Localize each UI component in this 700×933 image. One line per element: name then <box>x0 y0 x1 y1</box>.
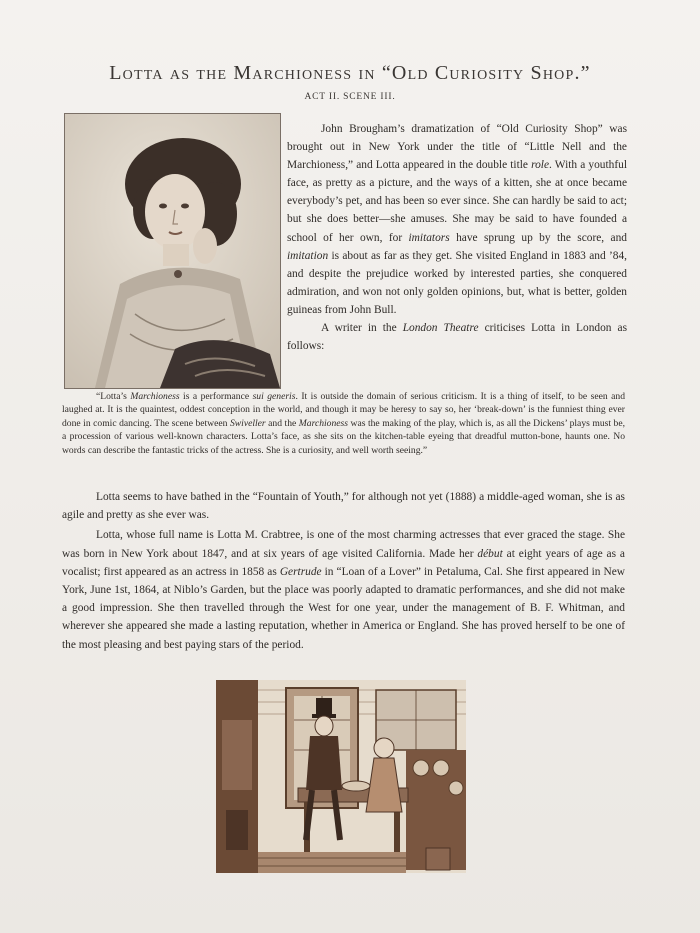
body-paragraph-2 <box>62 526 625 653</box>
quote-text-a: “Lotta’s <box>96 391 131 402</box>
quote-sui-generis-italic: sui generis <box>252 391 296 402</box>
intro-role-italic: role <box>531 159 550 172</box>
intro-text-2a: A writer in the <box>321 322 403 335</box>
body-debut-italic: début <box>477 547 503 560</box>
page-title: Lotta as the Marchioness in “Old Curiosity Shop.” <box>109 62 591 84</box>
body-text <box>62 488 625 654</box>
intro-imitation-italic: imitation <box>287 249 329 262</box>
quote-swiveller-italic: Swiveller <box>229 417 266 429</box>
intro-text-1d: is about as far as they get. She visited England in 1883 and ’84, and despite the prejudice worked by interested parties, she conquered admiration, and won not only golden opinions, but, what is better, golden guineas from John Bull. <box>287 249 627 316</box>
intro-imitators-italic: imitators <box>408 231 450 244</box>
body-text-2a: Lotta, whose full name is Lotta M. Crabtree, is one of the most charming actresses that ever graced the stage. She was born in New York about 1847, and at six years of age visited California. Made her <box>62 529 625 560</box>
intro-text <box>287 120 627 355</box>
portrait-image <box>64 113 281 389</box>
intro-text-1c: have sprung up by the score, and <box>449 231 627 244</box>
quote-text-b: is a performance <box>179 391 253 402</box>
page-subtitle: ACT II. SCENE III. <box>304 92 396 102</box>
body-gertrude-italic: Gertrude <box>279 565 322 578</box>
scene-engraving <box>216 680 466 873</box>
quote-text-d: and the <box>265 417 299 429</box>
body-paragraph-1: Lotta seems to have bathed in the “Fountain of Youth,” for although not yet (1888) a middle-aged woman, she is as agile and pretty as she ever was. <box>62 491 625 522</box>
kitchen-scene-illustration <box>216 680 466 873</box>
quote-paragraph <box>62 390 625 457</box>
intro-text-1b: . With a youthful face, as pretty as a picture, and the ways of a kitten, she at once became everybody’s pet, and has been so ever since. She can hardly be said to act; but she does better—she amuses. She may be said to have founded a school of her own, for <box>287 159 627 244</box>
portrait-illustration <box>65 114 280 388</box>
intro-source-italic: London Theatre <box>402 322 479 335</box>
body-text-2c: in “Loan of a Lover” in Petaluma, Cal. She first appeared in New York, June 1st, 1864, at Niblo’s Garden, but the place was poorly adapted to dramatic performances, and she did not make a good impression. She then travelled through the West for one year, under the management of B. F. Whitman, and wherever she appeared she made a lasting reputation, whether in America or England. She has proved herself to be one of the most pleasing and best paying stars of the period. <box>62 565 625 651</box>
body-text-2b: at eight years of age as a vocalist; first appeared as an actress in 1858 as <box>62 547 625 578</box>
quote-text-e: was the making of the play, which is, as all the Dickens’ plays must be, a procession of various well-known characters. Lotta’s face, as she sits on the kitchen-table eyeing that dreadful mutton-bone, haunts one. No words can describe the fantastic tricks of the actress. She is a curiosity, and well worth seeing.” <box>62 417 625 456</box>
intro-paragraph-2 <box>287 319 627 355</box>
quote-text-c: . It is outside the domain of serious criticism. It is a thing of itself, to be seen and laughed at. It is the quaintest, oddest conception in the world, and though it may be heresy to say so, her ‘break-down’ is the funniest thing ever done in comic dancing. The scene between <box>62 391 625 429</box>
intro-text-1a: John Brougham’s dramatization of “Old Curiosity Shop” was brought out in New York under the title of “Little Nell and the Marchioness,” and Lotta appeared in the double title <box>287 123 627 172</box>
review-quote <box>62 390 625 457</box>
intro-paragraph-1 <box>287 120 627 319</box>
quote-marchioness-italic: Marchioness <box>130 391 180 402</box>
quote-marchioness-italic-2: Marchioness <box>298 417 348 429</box>
intro-text-2b: criticises Lotta in London as follows: <box>287 322 627 353</box>
